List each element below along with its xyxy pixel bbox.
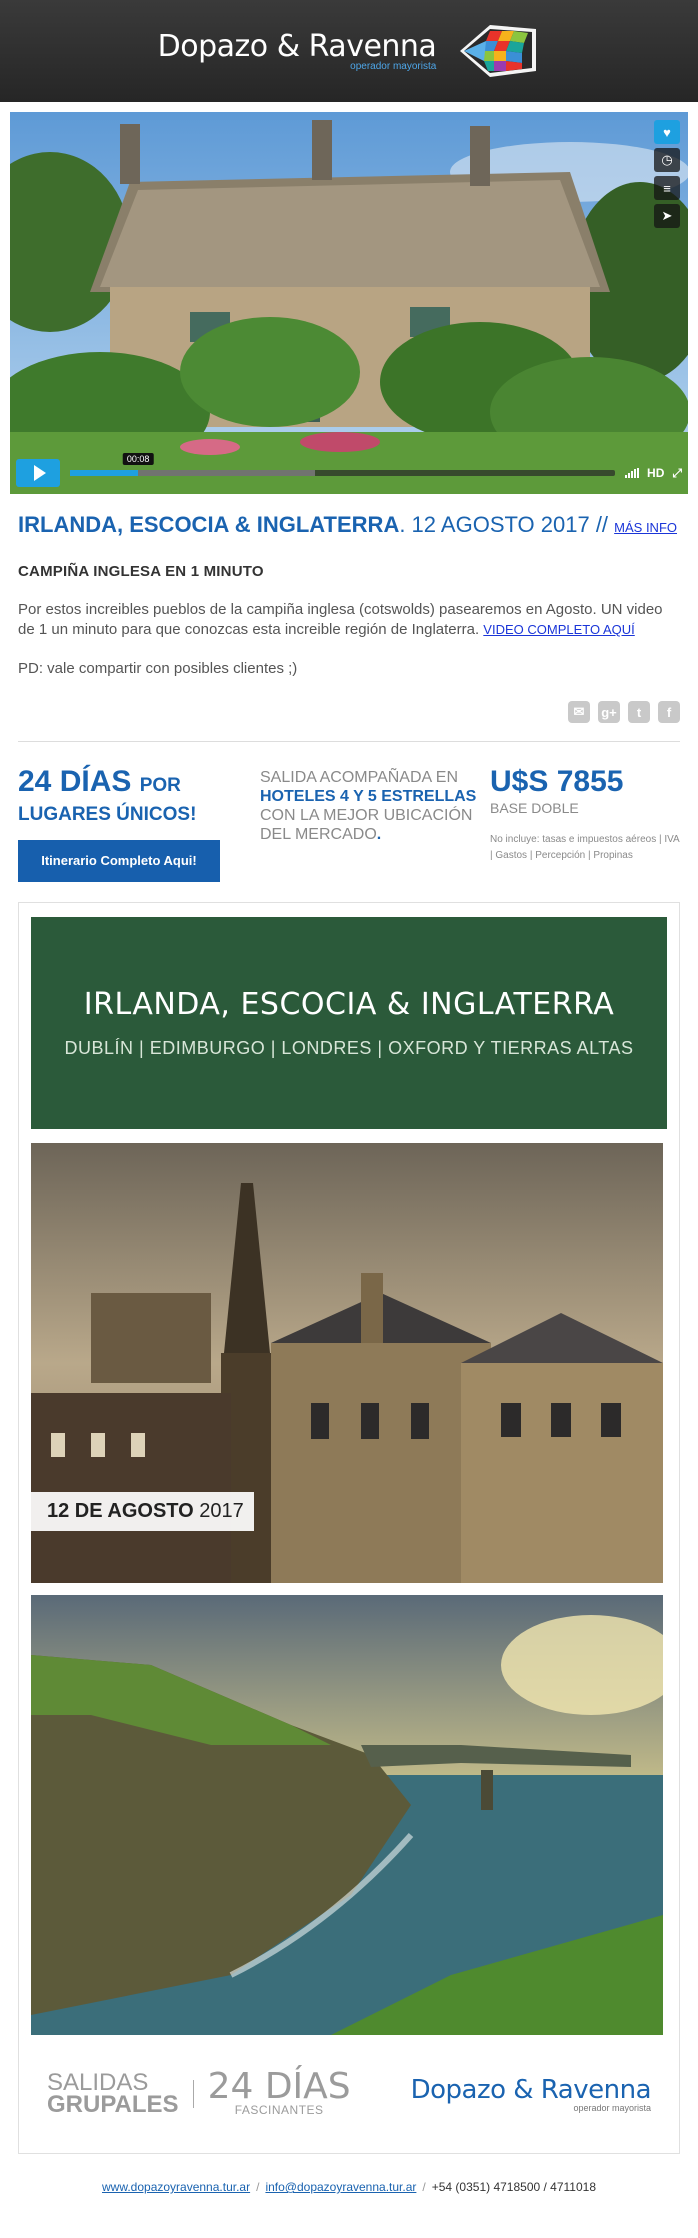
grupales-label: GRUPALES: [47, 2091, 179, 2118]
current-time: 00:08: [123, 453, 154, 465]
town-photo: [31, 1143, 667, 1583]
google-plus-share-icon[interactable]: g+: [598, 701, 620, 723]
intro-body: Por estos increibles pueblos de la campiña inglesa (cotswolds) pasearemos en Agosto. UN video de 1 un minuto para que conozcas esta increible región de Inglaterra.: [18, 601, 663, 638]
progress-played: [70, 470, 138, 476]
like-heart-icon[interactable]: ♥: [654, 120, 680, 144]
itinerary-button[interactable]: Itinerario Completo Aqui!: [18, 840, 220, 882]
play-button[interactable]: [16, 459, 60, 487]
departure-column: [260, 766, 490, 892]
email-share-icon[interactable]: ✉: [568, 701, 590, 723]
days-por: POR: [139, 775, 181, 796]
share-icons: [0, 701, 698, 723]
flyer-brand-logo: [411, 2075, 651, 2113]
video-controls-right: [625, 466, 682, 481]
video-subheading: CAMPIÑA INGLESA EN 1 MINUTO: [18, 563, 264, 580]
twitter-share-icon[interactable]: t: [628, 701, 650, 723]
salida-end: .: [376, 826, 382, 843]
flyer-header: [31, 917, 667, 1129]
price-exclusions: No incluye: tasas e impuestos aéreos | IVA | Gastos | Percepción | Propinas: [490, 834, 680, 861]
video-side-actions: [654, 120, 680, 228]
salida-hotels: HOTELES 4 Y 5 ESTRELLAS: [260, 788, 477, 805]
intro-paragraph: [18, 600, 680, 640]
flyer-footer: [31, 2035, 667, 2153]
full-video-link[interactable]: VIDEO COMPLETO AQUÍ: [483, 622, 635, 637]
intro-section: [0, 494, 698, 677]
dias-label: 24 DÍAS: [207, 2066, 351, 2107]
flyer-title: IRLANDA, ESCOCIA & INGLATERRA: [83, 987, 615, 1022]
fascinantes-label: FASCINANTES: [234, 2103, 324, 2117]
flyer-footer-separator: [193, 2080, 194, 2108]
cliffs-of-moher-image: [31, 1595, 663, 2035]
days-column: [18, 766, 260, 892]
price-basis: BASE DOBLE: [490, 800, 579, 816]
trip-flyer[interactable]: [18, 902, 680, 2154]
email-link[interactable]: info@dopazoyravenna.tur.ar: [265, 2180, 417, 2194]
volume-bars-icon[interactable]: [625, 468, 639, 478]
days-subheading: LUGARES ÚNICOS!: [18, 804, 197, 825]
salidas-label: SALIDAS: [47, 2069, 149, 2096]
trip-summary: [0, 742, 698, 892]
share-paper-plane-icon[interactable]: ➤: [654, 204, 680, 228]
video-player[interactable]: [10, 112, 688, 494]
flyer-destinations: DUBLÍN | EDIMBURGO | LONDRES | OXFORD Y TIERRAS ALTAS: [64, 1038, 634, 1058]
play-icon: [34, 465, 46, 481]
salidas-grupales: [47, 2069, 179, 2118]
dias-fascinantes: [207, 2066, 351, 2117]
cube-logo-icon: [450, 21, 540, 81]
fullscreen-icon[interactable]: ⤢: [672, 465, 682, 480]
watch-later-clock-icon[interactable]: ◷: [654, 148, 680, 172]
trip-headline: [18, 512, 680, 541]
video-controls: [16, 454, 682, 488]
price-column: [490, 766, 680, 892]
collections-layers-icon[interactable]: ≡: [654, 176, 680, 200]
trip-title: IRLANDA, ESCOCIA & INGLATERRA: [18, 512, 400, 537]
cottage-video-frame: [10, 112, 688, 494]
trip-date: . 12 AGOSTO 2017 //: [399, 512, 615, 537]
footer-separator: /: [256, 2180, 260, 2194]
cliffs-photo: [31, 1595, 667, 2035]
days-count: 24 DÍAS: [18, 765, 132, 798]
footer-separator: /: [422, 2180, 426, 2194]
brand-tagline: operador mayorista: [350, 60, 437, 72]
days-heading: [18, 766, 260, 802]
hd-toggle[interactable]: HD: [647, 466, 665, 480]
phone-number: +54 (0351) 4718500 / 4711018: [431, 2180, 596, 2194]
brand-logo[interactable]: [157, 28, 437, 72]
date-year: 2017: [193, 1500, 244, 1522]
date-bold: 12 DE AGOSTO: [47, 1500, 194, 1522]
video-progress-bar[interactable]: [70, 454, 615, 476]
price: U$S 7855: [490, 765, 624, 798]
website-link[interactable]: www.dopazoyravenna.tur.ar: [102, 2180, 251, 2194]
salida-text-2: CON LA MEJOR UBICACIÓN DEL MERCADO: [260, 807, 473, 843]
more-info-link[interactable]: MÁS INFO: [614, 520, 677, 535]
postscript: PD: vale compartir con posibles clientes ;): [18, 660, 298, 677]
brand-name: Dopazo & Ravenna: [157, 28, 437, 64]
email-footer: [0, 2154, 698, 2220]
flyer-brand-name: Dopazo & Ravenna: [410, 2075, 651, 2105]
salida-text-1: SALIDA ACOMPAÑADA EN: [260, 769, 458, 786]
facebook-share-icon[interactable]: f: [658, 701, 680, 723]
group-departures-mark: [47, 2066, 351, 2118]
email-header: [0, 0, 698, 102]
flyer-brand-tagline: operador mayorista: [573, 2103, 651, 2113]
departure-date-badge: [31, 1492, 254, 1531]
